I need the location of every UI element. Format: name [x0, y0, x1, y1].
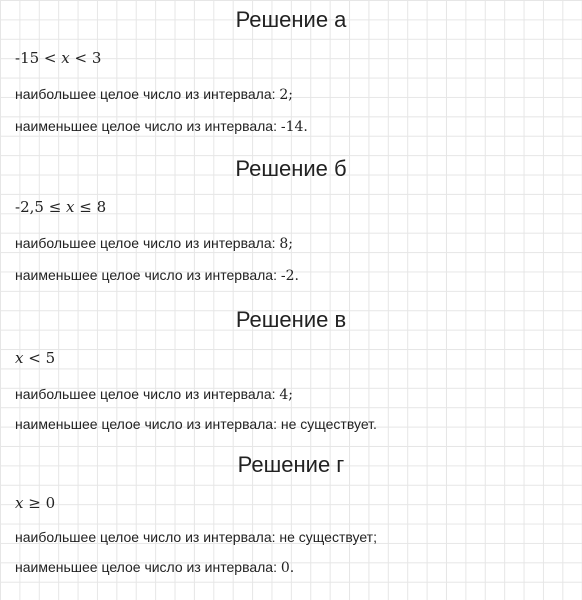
inequality: x ≥ 0 — [15, 494, 56, 512]
section-heading: Решение в — [235, 307, 347, 332]
min-integer-value: -2. — [280, 268, 299, 284]
max-integer-label: наибольшее целое число из интервала: — [15, 386, 280, 402]
max-integer-value: не существует; — [279, 529, 377, 545]
max-integer-line — [15, 385, 293, 404]
solution-section-a — [0, 5, 582, 135]
max-integer-label: наибольшее целое число из интервала: — [15, 86, 280, 102]
min-integer-line — [15, 117, 308, 136]
min-integer-line — [15, 266, 299, 285]
max-integer-value: 4; — [279, 387, 294, 403]
max-integer-line — [15, 528, 377, 546]
solution-section-b — [0, 154, 582, 284]
section-heading: Решение б — [235, 156, 347, 181]
min-integer-line — [15, 415, 377, 433]
min-integer-label: наименьшее целое число из интервала: — [15, 118, 281, 134]
min-integer-value: 0. — [280, 560, 295, 576]
inequality: -2,5 ≤ x ≤ 8 — [15, 198, 107, 216]
inequality: x < 5 — [15, 349, 56, 367]
min-integer-label: наименьшее целое число из интервала: — [15, 559, 281, 575]
inequality: -15 < x < 3 — [15, 49, 102, 67]
min-integer-line — [15, 558, 294, 577]
max-integer-line — [15, 85, 293, 104]
min-integer-value: -14. — [280, 119, 308, 135]
max-integer-line — [15, 234, 293, 253]
min-integer-label: наименьшее целое число из интервала: — [15, 416, 281, 432]
min-integer-label: наименьшее целое число из интервала: — [15, 267, 281, 283]
max-integer-label: наибольшее целое число из интервала: — [15, 235, 280, 251]
min-integer-value: не существует. — [280, 416, 377, 432]
solution-section-g — [0, 450, 582, 576]
solution-section-v — [0, 305, 582, 432]
section-heading: Решение а — [235, 7, 347, 32]
max-integer-label: наибольшее целое число из интервала: — [15, 529, 280, 545]
max-integer-value: 2; — [279, 87, 294, 103]
section-heading: Решение г — [237, 452, 345, 477]
max-integer-value: 8; — [279, 236, 294, 252]
